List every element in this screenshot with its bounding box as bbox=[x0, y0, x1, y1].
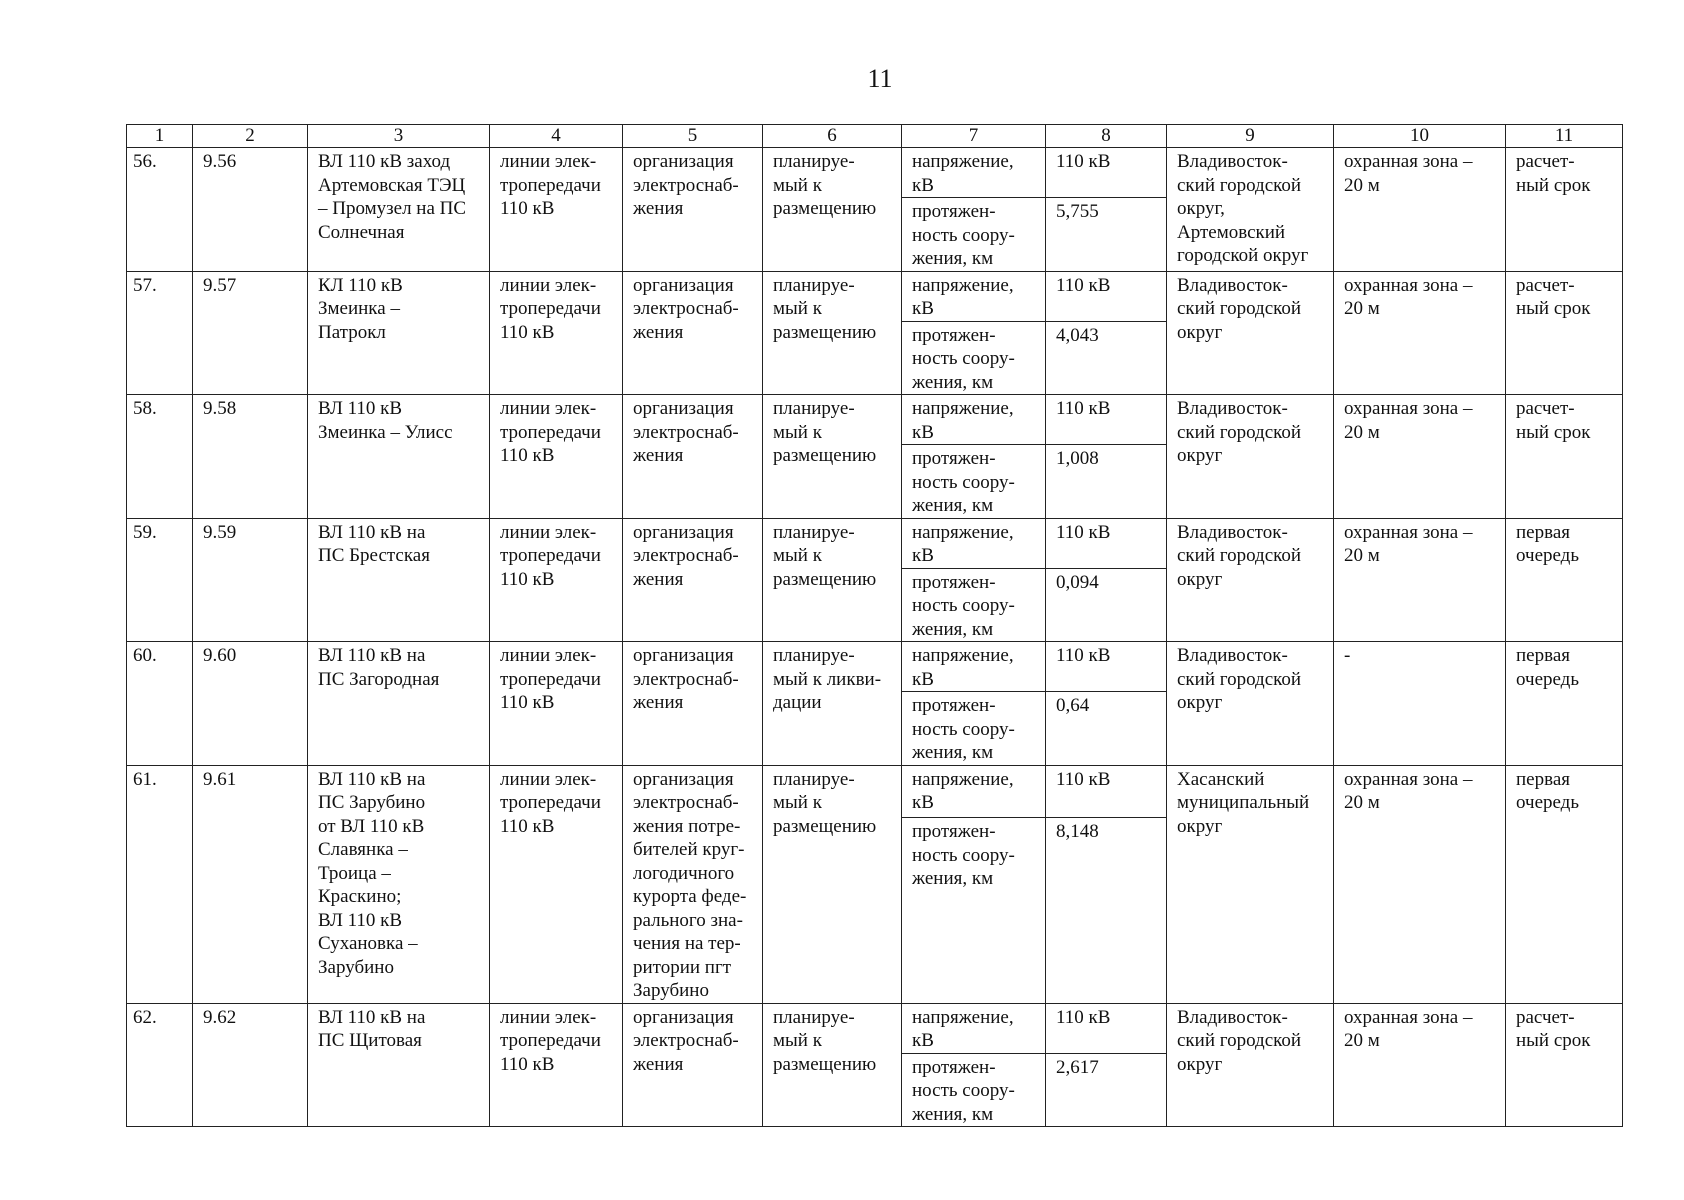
voltage-label: напряжение, кВ bbox=[902, 518, 1046, 568]
length-value: 1,008 bbox=[1046, 445, 1167, 519]
implementation-term: первая очередь bbox=[1506, 642, 1623, 766]
implementation-term: первая очередь bbox=[1506, 765, 1623, 1003]
object-status: планируе- мый к размещению bbox=[763, 518, 902, 642]
zone-characteristic: охранная зона – 20 м bbox=[1334, 518, 1506, 642]
voltage-value: 110 кВ bbox=[1046, 148, 1167, 198]
column-number: 1 bbox=[127, 125, 193, 148]
row-number: 58. bbox=[127, 395, 193, 519]
row-number: 61. bbox=[127, 765, 193, 1003]
object-type: линии элек- тропередачи 110 кВ bbox=[490, 395, 623, 519]
table-row bbox=[127, 1003, 1623, 1053]
object-name: ВЛ 110 кВ на ПС Щитовая bbox=[308, 1003, 490, 1127]
object-name: ВЛ 110 кВ на ПС Загородная bbox=[308, 642, 490, 766]
object-purpose: организация электроснаб- жения bbox=[623, 642, 763, 766]
length-value: 0,64 bbox=[1046, 692, 1167, 766]
table-row bbox=[127, 518, 1623, 568]
voltage-label: напряжение, кВ bbox=[902, 1003, 1046, 1053]
voltage-value: 110 кВ bbox=[1046, 642, 1167, 692]
object-type: линии элек- тропередачи 110 кВ bbox=[490, 271, 623, 395]
length-value: 0,094 bbox=[1046, 568, 1167, 642]
table-row bbox=[127, 271, 1623, 321]
zone-characteristic: охранная зона – 20 м bbox=[1334, 271, 1506, 395]
voltage-label: напряжение, кВ bbox=[902, 395, 1046, 445]
column-number: 9 bbox=[1167, 125, 1334, 148]
zone-characteristic: охранная зона – 20 м bbox=[1334, 395, 1506, 519]
length-value: 2,617 bbox=[1046, 1053, 1167, 1127]
page-number: 11 bbox=[867, 64, 893, 93]
object-location: Владивосток- ский городской округ, Артемовский городской округ bbox=[1167, 148, 1334, 272]
length-label: протяжен- ность соору- жения, км bbox=[902, 198, 1046, 272]
column-number: 8 bbox=[1046, 125, 1167, 148]
object-location: Владивосток- ский городской округ bbox=[1167, 1003, 1334, 1127]
length-label: протяжен- ность соору- жения, км bbox=[902, 445, 1046, 519]
length-value: 5,755 bbox=[1046, 198, 1167, 272]
implementation-term: расчет- ный срок bbox=[1506, 148, 1623, 272]
object-status: планируе- мый к ликви- дации bbox=[763, 642, 902, 766]
implementation-term: расчет- ный срок bbox=[1506, 395, 1623, 519]
voltage-label: напряжение, кВ bbox=[902, 148, 1046, 198]
item-code: 9.60 bbox=[193, 642, 308, 766]
voltage-value: 110 кВ bbox=[1046, 1003, 1167, 1053]
object-status: планируе- мый к размещению bbox=[763, 395, 902, 519]
implementation-term: расчет- ный срок bbox=[1506, 271, 1623, 395]
object-type: линии элек- тропередачи 110 кВ bbox=[490, 642, 623, 766]
object-location: Владивосток- ский городской округ bbox=[1167, 271, 1334, 395]
voltage-value: 110 кВ bbox=[1046, 765, 1167, 818]
object-location: Владивосток- ский городской округ bbox=[1167, 642, 1334, 766]
column-number: 10 bbox=[1334, 125, 1506, 148]
table-row bbox=[127, 765, 1623, 818]
implementation-term: расчет- ный срок bbox=[1506, 1003, 1623, 1127]
object-type: линии элек- тропередачи 110 кВ bbox=[490, 1003, 623, 1127]
table-body bbox=[127, 125, 1623, 1127]
length-label: протяжен- ность соору- жения, км bbox=[902, 568, 1046, 642]
length-label: протяжен- ность соору- жения, км bbox=[902, 321, 1046, 395]
row-number: 59. bbox=[127, 518, 193, 642]
object-status: планируе- мый к размещению bbox=[763, 271, 902, 395]
column-number: 5 bbox=[623, 125, 763, 148]
object-status: планируе- мый к размещению bbox=[763, 1003, 902, 1127]
object-name: ВЛ 110 кВ заход Артемовская ТЭЦ – Промузел на ПС Солнечная bbox=[308, 148, 490, 272]
voltage-label: напряжение, кВ bbox=[902, 271, 1046, 321]
zone-characteristic: охранная зона – 20 м bbox=[1334, 148, 1506, 272]
length-value: 8,148 bbox=[1046, 818, 1167, 1003]
object-location: Хасанский муниципальный округ bbox=[1167, 765, 1334, 1003]
object-status: планируе- мый к размещению bbox=[763, 148, 902, 272]
row-number: 60. bbox=[127, 642, 193, 766]
voltage-label: напряжение, кВ bbox=[902, 765, 1046, 818]
object-purpose: организация электроснаб- жения bbox=[623, 395, 763, 519]
object-purpose: организация электроснаб- жения bbox=[623, 148, 763, 272]
item-code: 9.61 bbox=[193, 765, 308, 1003]
object-type: линии элек- тропередачи 110 кВ bbox=[490, 518, 623, 642]
object-location: Владивосток- ский городской округ bbox=[1167, 395, 1334, 519]
table-row bbox=[127, 395, 1623, 445]
object-location: Владивосток- ский городской округ bbox=[1167, 518, 1334, 642]
column-number: 11 bbox=[1506, 125, 1623, 148]
length-label: протяжен- ность соору- жения, км bbox=[902, 692, 1046, 766]
object-name: КЛ 110 кВ Змеинка – Патрокл bbox=[308, 271, 490, 395]
voltage-value: 110 кВ bbox=[1046, 271, 1167, 321]
column-number: 6 bbox=[763, 125, 902, 148]
column-number-row bbox=[127, 125, 1623, 148]
table-row bbox=[127, 148, 1623, 198]
object-name: ВЛ 110 кВ Змеинка – Улисс bbox=[308, 395, 490, 519]
column-number: 2 bbox=[193, 125, 308, 148]
voltage-value: 110 кВ bbox=[1046, 395, 1167, 445]
item-code: 9.58 bbox=[193, 395, 308, 519]
object-name: ВЛ 110 кВ на ПС Брестская bbox=[308, 518, 490, 642]
registry-table bbox=[126, 124, 1623, 1127]
length-label: протяжен- ность соору- жения, км bbox=[902, 818, 1046, 1003]
zone-characteristic: охранная зона – 20 м bbox=[1334, 765, 1506, 1003]
object-purpose: организация электроснаб- жения bbox=[623, 1003, 763, 1127]
object-type: линии элек- тропередачи 110 кВ bbox=[490, 148, 623, 272]
voltage-value: 110 кВ bbox=[1046, 518, 1167, 568]
object-name: ВЛ 110 кВ на ПС Зарубино от ВЛ 110 кВ Славянка – Троица – Краскино; ВЛ 110 кВ Сухановка – Зарубино bbox=[308, 765, 490, 1003]
object-status: планируе- мый к размещению bbox=[763, 765, 902, 1003]
implementation-term: первая очередь bbox=[1506, 518, 1623, 642]
object-purpose: организация электроснаб- жения потре- бителей круг- логодичного курорта феде- рального зна- чения на тер- ритории пгт Зарубино bbox=[623, 765, 763, 1003]
row-number: 57. bbox=[127, 271, 193, 395]
zone-characteristic: - bbox=[1334, 642, 1506, 766]
length-label: протяжен- ность соору- жения, км bbox=[902, 1053, 1046, 1127]
item-code: 9.59 bbox=[193, 518, 308, 642]
zone-characteristic: охранная зона – 20 м bbox=[1334, 1003, 1506, 1127]
object-purpose: организация электроснаб- жения bbox=[623, 518, 763, 642]
table-row bbox=[127, 642, 1623, 692]
row-number: 56. bbox=[127, 148, 193, 272]
column-number: 7 bbox=[902, 125, 1046, 148]
length-value: 4,043 bbox=[1046, 321, 1167, 395]
column-number: 4 bbox=[490, 125, 623, 148]
voltage-label: напряжение, кВ bbox=[902, 642, 1046, 692]
row-number: 62. bbox=[127, 1003, 193, 1127]
item-code: 9.62 bbox=[193, 1003, 308, 1127]
object-purpose: организация электроснаб- жения bbox=[623, 271, 763, 395]
column-number: 3 bbox=[308, 125, 490, 148]
item-code: 9.57 bbox=[193, 271, 308, 395]
object-type: линии элек- тропередачи 110 кВ bbox=[490, 765, 623, 1003]
item-code: 9.56 bbox=[193, 148, 308, 272]
